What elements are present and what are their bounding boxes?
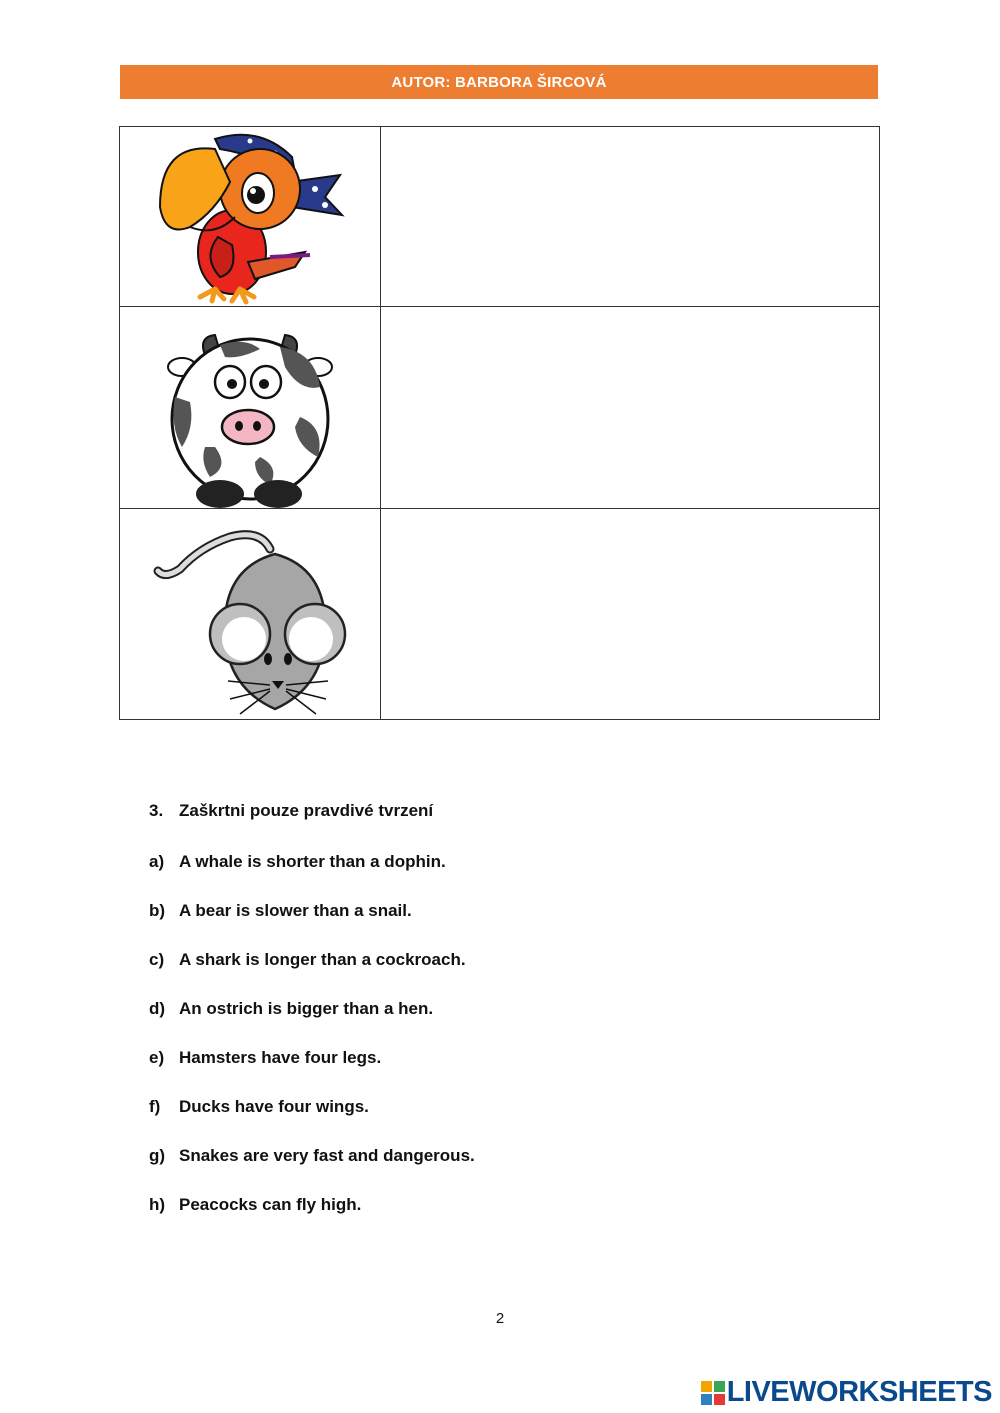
statement-h[interactable]	[149, 1195, 475, 1244]
task-heading	[149, 801, 433, 821]
brand-name: LIVEWORKSHEETS	[726, 1376, 992, 1408]
statement-text: Peacocks can fly high.	[179, 1195, 362, 1214]
task-number: 3.	[149, 801, 164, 820]
page-number: 2	[495, 1310, 505, 1327]
answer-cell-3[interactable]	[381, 509, 880, 720]
answer-cell-1[interactable]	[381, 127, 880, 307]
author-text: AUTOR: BARBORA ŠIRCOVÁ	[391, 73, 607, 91]
table-row	[120, 509, 880, 720]
statement-g[interactable]	[149, 1146, 475, 1195]
statement-text: Hamsters have four legs.	[179, 1048, 382, 1067]
statement-text: Snakes are very fast and dangerous.	[179, 1146, 475, 1165]
statement-b[interactable]	[149, 901, 475, 950]
liveworksheets-logo-icon	[701, 1381, 725, 1405]
parrot-icon	[120, 127, 380, 306]
statement-list	[149, 852, 475, 1244]
task-title-text: Zaškrtni pouze pravdivé tvrzení	[179, 801, 434, 820]
statement-text: An ostrich is bigger than a hen.	[179, 999, 434, 1018]
statement-letter: h)	[149, 1195, 166, 1214]
liveworksheets-logo[interactable]	[701, 1376, 992, 1409]
cow-icon	[120, 307, 380, 508]
statement-text: A bear is slower than a snail.	[179, 901, 412, 920]
statement-letter: c)	[149, 950, 165, 969]
statement-letter: d)	[149, 999, 166, 1018]
statement-letter: e)	[149, 1048, 165, 1067]
statement-d[interactable]	[149, 999, 475, 1048]
statement-letter: g)	[149, 1146, 166, 1165]
statement-letter: f)	[149, 1097, 161, 1116]
table-row	[120, 127, 880, 307]
statement-c[interactable]	[149, 950, 475, 999]
parrot-picture-cell	[120, 127, 381, 307]
author-banner	[120, 65, 878, 99]
statement-text: A whale is shorter than a dophin.	[179, 852, 446, 871]
cow-picture-cell	[120, 307, 381, 509]
statement-text: Ducks have four wings.	[179, 1097, 369, 1116]
mouse-icon	[120, 509, 380, 719]
statement-letter: b)	[149, 901, 166, 920]
animal-table	[119, 126, 880, 720]
answer-cell-2[interactable]	[381, 307, 880, 509]
statement-letter: a)	[149, 852, 165, 871]
table-row	[120, 307, 880, 509]
statement-a[interactable]	[149, 852, 475, 901]
statement-f[interactable]	[149, 1097, 475, 1146]
statement-text: A shark is longer than a cockroach.	[179, 950, 466, 969]
statement-e[interactable]	[149, 1048, 475, 1097]
mouse-picture-cell	[120, 509, 381, 720]
